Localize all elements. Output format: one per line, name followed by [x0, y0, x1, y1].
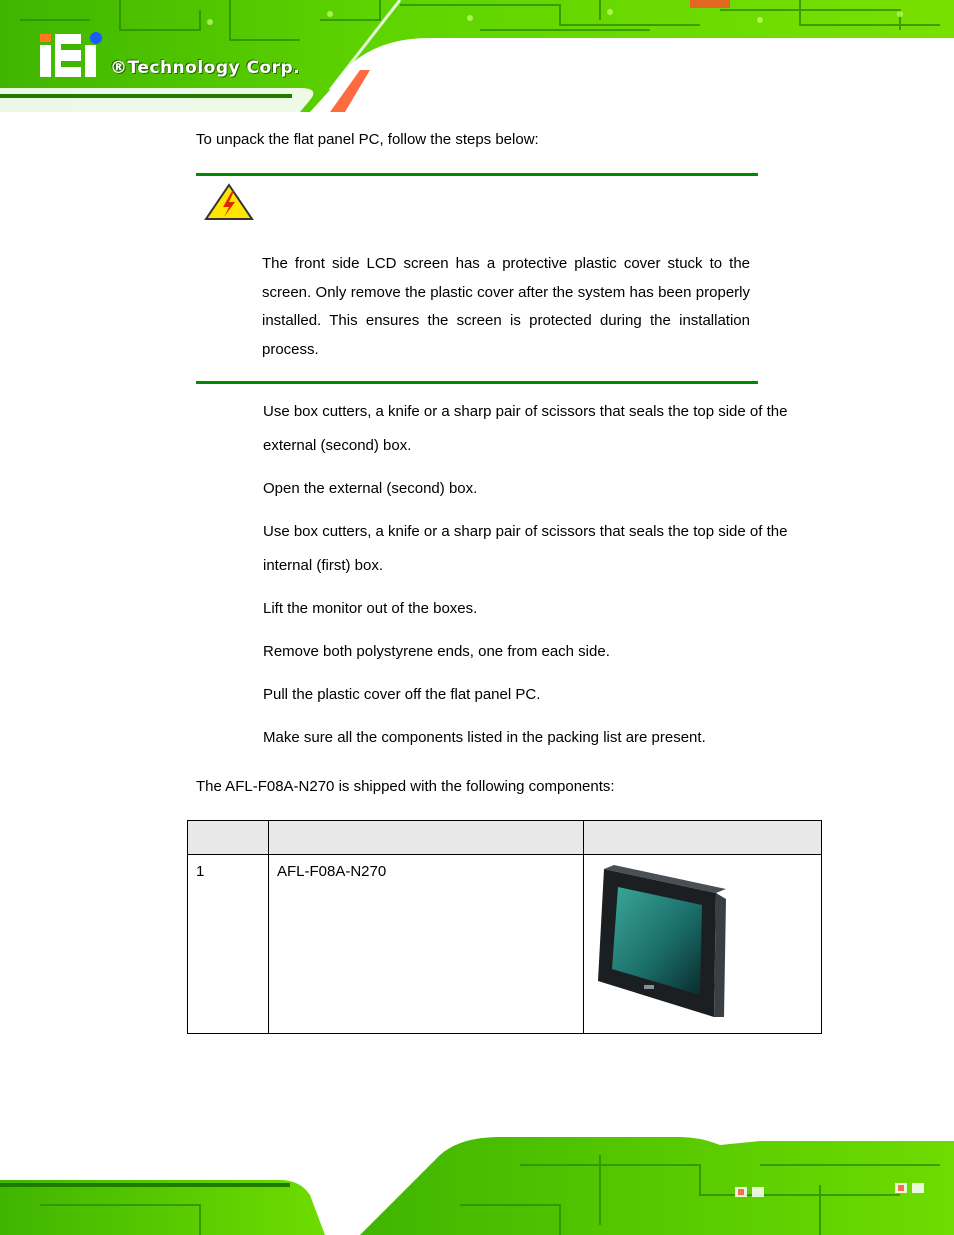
header-cell-item	[269, 821, 584, 855]
warning-text: The front side LCD screen has a protective plastic cover stuck to the screen. Only remove the plastic cover after the system has been properly installed. This ensures the screen is protected during the installation process.	[262, 255, 750, 358]
warning-triangle-icon	[204, 183, 254, 221]
header-cell-quantity	[188, 821, 269, 855]
cell-item: AFL-F08A-N270	[269, 855, 584, 1034]
page-header	[0, 0, 954, 112]
packing-list-table	[187, 820, 822, 1034]
header-cell-image	[584, 821, 822, 855]
brand-name: ®Technology Corp.	[110, 58, 301, 78]
step-1: Use box cutters, a knife or a sharp pair of scissors that seals the top side of the external (second) box.	[263, 403, 788, 454]
step-6: Pull the plastic cover off the flat panel PC.	[263, 686, 541, 703]
step-5: Remove both polystyrene ends, one from each side.	[263, 643, 610, 660]
step-4: Lift the monitor out of the boxes.	[263, 600, 478, 617]
cell-quantity: 1	[188, 855, 269, 1034]
iei-logo-icon	[38, 30, 108, 80]
step-3: Use box cutters, a knife or a sharp pair of scissors that seals the top side of the internal (first) box.	[263, 523, 788, 574]
warning-bottom-rule	[196, 381, 758, 384]
warning-top-rule	[196, 173, 758, 176]
shipped-intro: The AFL-F08A-N270 is shipped with the following components:	[196, 778, 615, 795]
cell-image	[584, 855, 822, 1034]
circuit-board-banner	[0, 0, 954, 112]
step-7: Make sure all the components listed in the packing list are present.	[263, 729, 706, 746]
page-footer	[0, 1125, 954, 1235]
table-header-row	[188, 821, 822, 855]
flat-panel-pc-image	[594, 865, 734, 1025]
table-row	[188, 855, 822, 1034]
step-2: Open the external (second) box.	[263, 480, 478, 497]
circuit-board-footer	[0, 1125, 954, 1235]
intro-text: To unpack the flat panel PC, follow the steps below:	[196, 131, 539, 148]
